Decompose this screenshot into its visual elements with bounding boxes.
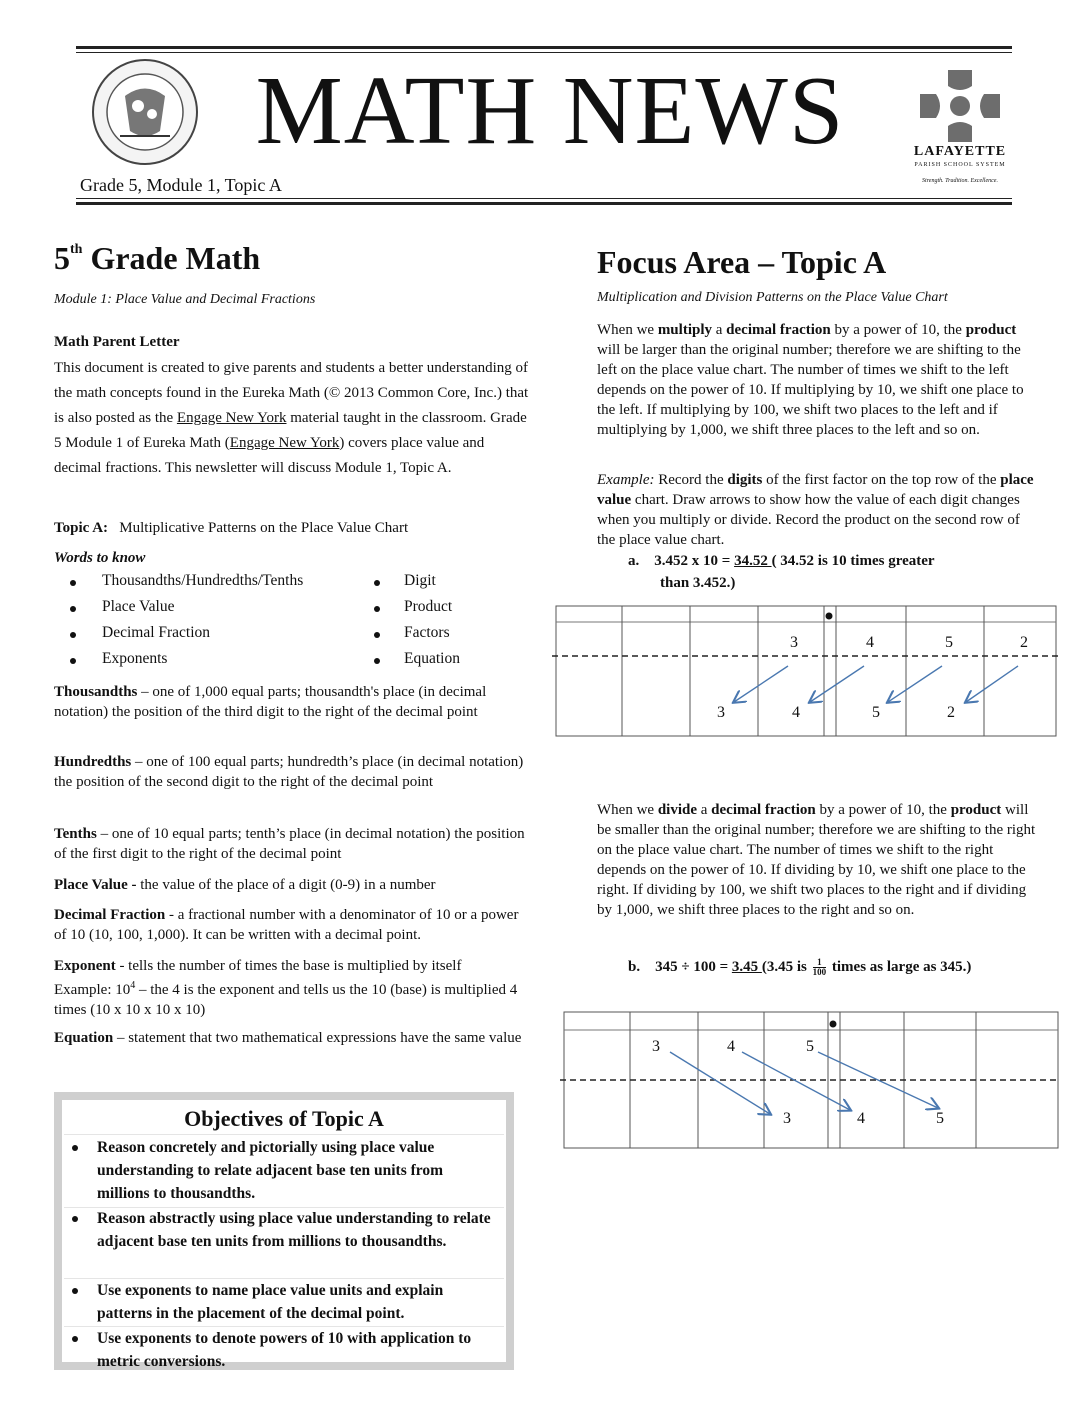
objectives-box bbox=[54, 1092, 514, 1370]
letter-text-3: ) covers place value and decimal fractions. This newsletter will discuss Module 1, Topic A. bbox=[54, 435, 485, 476]
module-line: Module 1: Place Value and Decimal Fractions bbox=[54, 292, 316, 307]
objective-item: Use exponents to name place value units and explain patterns in the placement of the decimal point. bbox=[97, 1282, 444, 1322]
chart-a-top-digit: 5 bbox=[945, 634, 953, 651]
chart-b-top-digit: 5 bbox=[806, 1038, 814, 1055]
engage-new-york-link-1[interactable]: Engage New York bbox=[176, 410, 287, 426]
chart-b-top-digit: 3 bbox=[652, 1038, 660, 1055]
objective-item: Use exponents to denote powers of 10 with application to metric conversions. bbox=[97, 1330, 472, 1370]
left-heading-sup: th bbox=[70, 242, 83, 257]
fraction-one-hundredth: $\frac{1}{100}$ bbox=[812, 957, 827, 978]
top-rule-thick bbox=[76, 46, 1012, 49]
left-heading-num: 5 bbox=[54, 240, 70, 276]
chart-a-top-digit: 4 bbox=[866, 634, 874, 651]
chart-a-top-digit: 3 bbox=[790, 634, 798, 651]
newsletter-title: MATH NEWS bbox=[255, 57, 845, 165]
right-subheading: Multiplication and Division Patterns on the Place Value Chart bbox=[597, 290, 948, 305]
words-to-know-heading: Words to know bbox=[54, 550, 146, 566]
divide-paragraph: When we divide a decimal fraction by a power of 10, the product will be smaller than the original number; therefore we are shifting to the right on the place value chart. The number of times we shift to the right depends on the power of 10. If dividing by 10, we shift one place to the right. If dividing by 100, we shift two places to the right and if dividing by 1,000, we shift three places to the right and so on. bbox=[597, 802, 1036, 918]
header-bottom-rule-thick bbox=[76, 202, 1012, 205]
example-a: a. 3.452 x 10 = 34.52 ( 34.52 is 10 times greater than 3.452.) bbox=[628, 553, 935, 591]
topic-a-line bbox=[54, 518, 534, 538]
chart-b-top-digit: 4 bbox=[727, 1038, 735, 1055]
definition-exponent: Exponent - tells the number of times the base is multiplied by itself Example: $10^4$ – the 4 is the exponent and tells us the 10 (base) is multiplied 4 times (10 x 10 x 10 x 10) bbox=[54, 958, 518, 1018]
lafayette-logo-name: LAFAYETTE bbox=[913, 144, 1007, 159]
chart-b-bottom-digit: 5 bbox=[936, 1110, 944, 1127]
definition-hundredths: Hundredths – one of 100 equal parts; hundredth’s place (in decimal notation) the position of the second digit to the right of the decimal point bbox=[54, 754, 524, 790]
letter-text-1: This document is created to give parents and students a better understanding of the math concepts found in the Eureka Math (© 2013 Common Core, Inc.) that is also posted as the bbox=[54, 360, 529, 426]
example-b: b. 345 ÷ 100 = 3.45 (3.45 is $\frac{1}{100}$ times as large as 345.) bbox=[628, 957, 972, 978]
place-value-chart-a bbox=[552, 604, 1058, 740]
chart-a-bottom-digit: 3 bbox=[717, 704, 725, 721]
grade-module-topic: Grade 5, Module 1, Topic A bbox=[80, 175, 282, 195]
chart-b-bottom-digit: 4 bbox=[857, 1110, 865, 1127]
engage-new-york-link-2[interactable]: Engage New York bbox=[229, 435, 340, 451]
letter-title: Math Parent Letter bbox=[54, 334, 180, 350]
left-heading bbox=[54, 240, 260, 277]
chart-a-bottom-digit: 5 bbox=[872, 704, 880, 721]
topic-label: Topic A: bbox=[54, 520, 109, 536]
definition-place-value: Place Value - the value of the place of a digit (0-9) in a number bbox=[54, 877, 436, 893]
definition-thousandths: Thousandths – one of 1,000 equal parts; thousandth's place (in decimal notation) the position of the third digit to the right of the decimal point bbox=[54, 684, 487, 720]
lafayette-logo-line2: PARISH SCHOOL SYSTEM bbox=[914, 162, 1006, 168]
left-heading-rest: Grade Math bbox=[82, 240, 261, 276]
school-board-seal bbox=[90, 56, 200, 168]
right-heading: Focus Area – Topic A bbox=[597, 244, 887, 280]
definition-decimal-fraction: Decimal Fraction - a fractional number with a denominator of 10 or a power of 10 (10, 100, 1,000). It can be written with a decimal point. bbox=[54, 907, 519, 943]
example-paragraph: Example: Record the digits of the first factor on the top row of the place value chart. Draw arrows to show how the value of each digit changes when you multiply or divide. Record the product on the second row of the place value chart. bbox=[597, 472, 1034, 548]
objective-item: Reason concretely and pictorially using place value understanding to relate adjacent base ten units from millions to thousandths. bbox=[97, 1139, 444, 1202]
header-bottom-rule-thin bbox=[76, 198, 1012, 199]
chart-a-top-digit: 2 bbox=[1020, 634, 1028, 651]
lafayette-logo bbox=[900, 66, 1020, 190]
topic-text: Multiplicative Patterns on the Place Value Chart bbox=[119, 520, 409, 536]
objective-item: Reason abstractly using place value understanding to relate adjacent base ten units from millions to thousandths. bbox=[97, 1210, 491, 1250]
chart-a-bottom-digit: 4 bbox=[792, 704, 800, 721]
letter-text-2: material taught in the classroom. Grade 5 Module 1 of Eureka Math ( bbox=[54, 410, 527, 451]
chart-a-bottom-digit: 2 bbox=[947, 704, 955, 721]
top-rule-thin bbox=[76, 52, 1012, 53]
chart-b-bottom-digit: 3 bbox=[783, 1110, 791, 1127]
place-value-chart-b bbox=[560, 1008, 1060, 1152]
lafayette-logo-tagline: Strength. Tradition. Excellence. bbox=[922, 178, 998, 184]
parent-letter-body bbox=[54, 356, 532, 481]
objectives-title: Objectives of Topic A bbox=[184, 1106, 384, 1131]
definition-equation: Equation – statement that two mathematical expressions have the same value bbox=[54, 1030, 522, 1046]
definition-tenths: Tenths – one of 10 equal parts; tenth’s place (in decimal notation) the position of the first digit to the right of the decimal point bbox=[54, 826, 525, 862]
multiply-paragraph: When we multiply a decimal fraction by a power of 10, the product will be larger than the original number; therefore we are shifting to the left on the place value chart. The number of times we shift to the left depends on the power of 10. If multiplying by 10, we shift one place to the left. If multiplying by 100, we shift two places to the left and if multiplying by 1,000, we shift three places to the left and so on. bbox=[597, 322, 1024, 438]
